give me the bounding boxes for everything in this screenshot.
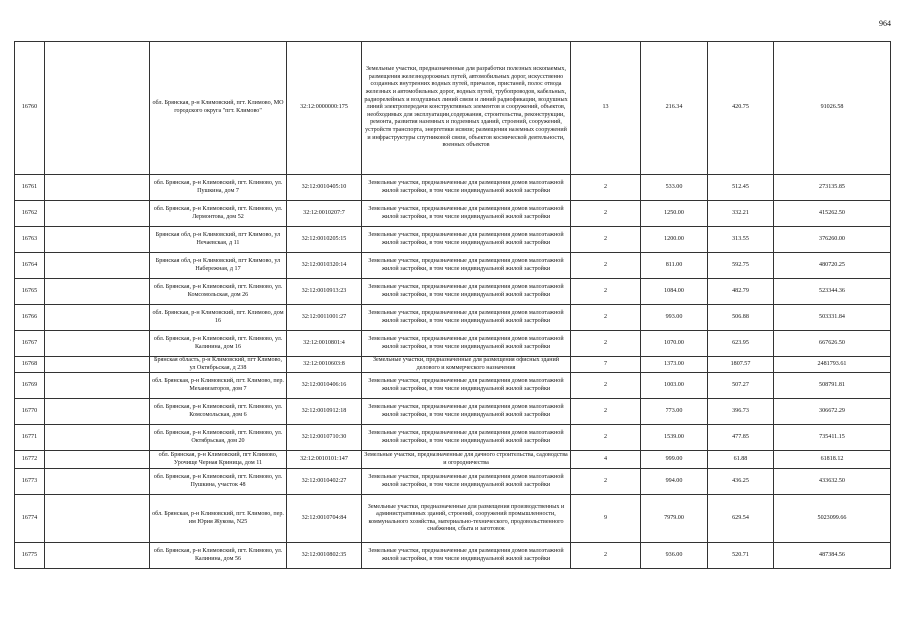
specific-value-cell: 477.85 <box>708 425 774 451</box>
group-cell: 2 <box>571 175 641 201</box>
group-cell: 2 <box>571 425 641 451</box>
cadastral-number-cell: 32:12:0010802:35 <box>287 543 362 569</box>
empty-cell <box>45 543 150 569</box>
table-row <box>15 201 891 227</box>
cadastral-value-cell: 433632.50 <box>774 469 891 495</box>
table-row <box>15 399 891 425</box>
land-use-cell: Земельные участки, предназначенные для размещения домов малоэтажной жилой застройки, в том числе индивидуальной жилой застройки <box>362 425 571 451</box>
address-cell: обл. Брянская, р-н Климовский, пгт. Климово, ул. Пушкина, участок 48 <box>150 469 287 495</box>
empty-cell <box>45 227 150 253</box>
specific-value-cell: 482.79 <box>708 279 774 305</box>
land-use-cell: Земельные участки, предназначенные для размещения домов малоэтажной жилой застройки, в том числе индивидуальной жилой застройки <box>362 469 571 495</box>
row-number-cell: 16768 <box>15 357 45 373</box>
group-cell: 2 <box>571 201 641 227</box>
address-cell: Брянская обл, р-н Климовский, пгт Климово, ул Набережная, д 17 <box>150 253 287 279</box>
specific-value-cell: 436.25 <box>708 469 774 495</box>
land-use-cell: Земельные участки, предназначенные для размещения домов малоэтажной жилой застройки, в том числе индивидуальной жилой застройки <box>362 227 571 253</box>
table-row <box>15 469 891 495</box>
empty-cell <box>45 42 150 175</box>
specific-value-cell: 592.75 <box>708 253 774 279</box>
row-number-cell: 16772 <box>15 451 45 469</box>
empty-cell <box>45 495 150 543</box>
area-cell: 993.00 <box>641 305 708 331</box>
table-body <box>15 42 891 569</box>
cadastral-value-cell: 503331.84 <box>774 305 891 331</box>
address-cell: обл. Брянская, р-н Климовский, пгт. Климово, пер. им Юрия Жукова, N25 <box>150 495 287 543</box>
row-number-cell: 16760 <box>15 42 45 175</box>
cadastral-number-cell: 32:12:0010101:147 <box>287 451 362 469</box>
cadastral-value-cell: 5023099.66 <box>774 495 891 543</box>
specific-value-cell: 396.73 <box>708 399 774 425</box>
area-cell: 936.00 <box>641 543 708 569</box>
area-cell: 1200.00 <box>641 227 708 253</box>
cadastral-value-cell: 306672.29 <box>774 399 891 425</box>
table-row <box>15 373 891 399</box>
address-cell: обл. Брянская, р-н Климовский, пгт. Климово, ул. Комсомольская, дом 6 <box>150 399 287 425</box>
cadastral-number-cell: 32:12:0010402:27 <box>287 469 362 495</box>
table-row <box>15 279 891 305</box>
empty-cell <box>45 331 150 357</box>
cadastral-value-cell: 487384.56 <box>774 543 891 569</box>
cadastral-value-cell: 91026.58 <box>774 42 891 175</box>
empty-cell <box>45 469 150 495</box>
row-number-cell: 16767 <box>15 331 45 357</box>
land-use-cell: Земельные участки, предназначенные для размещения домов малоэтажной жилой застройки, в том числе индивидуальной жилой застройки <box>362 175 571 201</box>
specific-value-cell: 61.88 <box>708 451 774 469</box>
group-cell: 2 <box>571 331 641 357</box>
table-row <box>15 451 891 469</box>
land-use-cell: Земельные участки, предназначенные для разработки полезных ископаемых, размещения железнодорожных путей, автомобильных дорог, искусственно созданных внутренних водных путей, причалов, пристаней, полос отвода железных и автомобильных дорог, водных путей, трубопроводов, кабельных, радиорелейных и воздушных линий связи и линий радиофикации, воздушных линий электропередачи конструктивных элементов и сооружений, объектов, необходимых для эксплуатации,содержания, строительства, реконструкции, ремонта, развития наземных и подземных зданий, строений, сооружений, устройств транспорта, энергетики исвязи; размещения наземных сооружений и инфраструктуры спутниковой связи, объектов космической деятельности, военных объектов <box>362 42 571 175</box>
specific-value-cell: 507.27 <box>708 373 774 399</box>
cadastral-value-cell: 667626.50 <box>774 331 891 357</box>
table-row <box>15 305 891 331</box>
empty-cell <box>45 399 150 425</box>
area-cell: 1003.00 <box>641 373 708 399</box>
cadastral-value-cell: 523344.36 <box>774 279 891 305</box>
cadastral-value-cell: 508791.81 <box>774 373 891 399</box>
row-number-cell: 16766 <box>15 305 45 331</box>
row-number-cell: 16763 <box>15 227 45 253</box>
land-use-cell: Земельные участки, предназначенные для размещения домов малоэтажной жилой застройки, в том числе индивидуальной жилой застройки <box>362 279 571 305</box>
cadastral-value-cell: 480720.25 <box>774 253 891 279</box>
specific-value-cell: 313.55 <box>708 227 774 253</box>
cadastral-number-cell: 32:12:0010704:84 <box>287 495 362 543</box>
group-cell: 2 <box>571 469 641 495</box>
land-use-cell: Земельные участки, предназначенные для размещения офисных зданий делового и коммерческого назначения <box>362 357 571 373</box>
cadastral-number-cell: 32:12:0010801:4 <box>287 331 362 357</box>
table-row <box>15 42 891 175</box>
row-number-cell: 16775 <box>15 543 45 569</box>
address-cell: обл. Брянская, р-н Климовский, пгт Климово, Урочище Черная Криница, дом 11 <box>150 451 287 469</box>
land-use-cell: Земельные участки, предназначенные для размещения производственных и административных зданий, строений, сооружений промышленности, коммунального хозяйства, материально-технического, продовольственного снабжения, сбыта и заготовок <box>362 495 571 543</box>
cadastral-number-cell: 32:12:0010710:30 <box>287 425 362 451</box>
cadastral-value-cell: 376260.00 <box>774 227 891 253</box>
group-cell: 2 <box>571 279 641 305</box>
area-cell: 7979.00 <box>641 495 708 543</box>
address-cell: обл. Брянская, р-н Климовский, пгт. Климово, ул. Комсомольская, дом 26 <box>150 279 287 305</box>
area-cell: 1539.00 <box>641 425 708 451</box>
row-number-cell: 16773 <box>15 469 45 495</box>
group-cell: 2 <box>571 543 641 569</box>
group-cell: 2 <box>571 253 641 279</box>
specific-value-cell: 629.54 <box>708 495 774 543</box>
cadastral-value-cell: 415262.50 <box>774 201 891 227</box>
empty-cell <box>45 357 150 373</box>
address-cell: Брянская область, р-н Климовский, пгт Климово, ул Октябрьская, д 238 <box>150 357 287 373</box>
empty-cell <box>45 305 150 331</box>
empty-cell <box>45 175 150 201</box>
address-cell: обл. Брянская, р-н Климовский, пгт. Климово, МО городского округа "пгт. Климово" <box>150 42 287 175</box>
empty-cell <box>45 451 150 469</box>
address-cell: обл. Брянская, р-н Климовский, пгт. Климово, ул. Пушкина, дом 7 <box>150 175 287 201</box>
area-cell: 1250.00 <box>641 201 708 227</box>
group-cell: 9 <box>571 495 641 543</box>
area-cell: 811.00 <box>641 253 708 279</box>
cadastral-number-cell: 32:12:0010603:8 <box>287 357 362 373</box>
row-number-cell: 16774 <box>15 495 45 543</box>
address-cell: обл. Брянская, р-н Климовский, пгт. Климово, ул. Калинина, дом 56 <box>150 543 287 569</box>
land-use-cell: Земельные участки, предназначенные для размещения домов малоэтажной жилой застройки, в том числе индивидуальной жилой застройки <box>362 331 571 357</box>
row-number-cell: 16770 <box>15 399 45 425</box>
area-cell: 1373.00 <box>641 357 708 373</box>
table-row <box>15 425 891 451</box>
address-cell: Брянская обл, р-н Климовский, пгт Климово, ул Нечаевская, д 11 <box>150 227 287 253</box>
area-cell: 1070.00 <box>641 331 708 357</box>
group-cell: 13 <box>571 42 641 175</box>
specific-value-cell: 520.71 <box>708 543 774 569</box>
address-cell: обл. Брянская, р-н Климовский, пгт. Климово, пер. Механизаторов, дом 7 <box>150 373 287 399</box>
cadastral-value-cell: 2481793.61 <box>774 357 891 373</box>
cadastral-value-cell: 61818.12 <box>774 451 891 469</box>
cadastral-number-cell: 32:12:0010912:18 <box>287 399 362 425</box>
area-cell: 216.34 <box>641 42 708 175</box>
cadastral-number-cell: 32:12:0010207:7 <box>287 201 362 227</box>
row-number-cell: 16764 <box>15 253 45 279</box>
table-row <box>15 227 891 253</box>
address-cell: обл. Брянская, р-н Климовский, пгт. Климово, ул. Октябрьская, дом 20 <box>150 425 287 451</box>
table-row <box>15 495 891 543</box>
address-cell: обл. Брянская, р-н Климовский, пгт. Климово, дом 16 <box>150 305 287 331</box>
cadastral-value-cell: 273135.85 <box>774 175 891 201</box>
cadastral-number-cell: 32:12:0010913:23 <box>287 279 362 305</box>
land-use-cell: Земельные участки, предназначенные для размещения домов малоэтажной жилой застройки, в том числе индивидуальной жилой застройки <box>362 543 571 569</box>
specific-value-cell: 1807.57 <box>708 357 774 373</box>
group-cell: 7 <box>571 357 641 373</box>
empty-cell <box>45 425 150 451</box>
land-use-cell: Земельные участки, предназначенные для дачного строительства, садоводства и огородничества <box>362 451 571 469</box>
area-cell: 1084.00 <box>641 279 708 305</box>
cadastral-number-cell: 32:12:0010405:10 <box>287 175 362 201</box>
group-cell: 2 <box>571 227 641 253</box>
area-cell: 773.00 <box>641 399 708 425</box>
empty-cell <box>45 373 150 399</box>
land-use-cell: Земельные участки, предназначенные для размещения домов малоэтажной жилой застройки, в том числе индивидуальной жилой застройки <box>362 399 571 425</box>
group-cell: 4 <box>571 451 641 469</box>
area-cell: 533.00 <box>641 175 708 201</box>
empty-cell <box>45 201 150 227</box>
group-cell: 2 <box>571 373 641 399</box>
cadastral-number-cell: 32:12:0010320:14 <box>287 253 362 279</box>
cadastral-value-table <box>14 41 891 569</box>
land-use-cell: Земельные участки, предназначенные для размещения домов малоэтажной жилой застройки, в том числе индивидуальной жилой застройки <box>362 373 571 399</box>
land-use-cell: Земельные участки, предназначенные для размещения домов малоэтажной жилой застройки, в том числе индивидуальной жилой застройки <box>362 201 571 227</box>
row-number-cell: 16761 <box>15 175 45 201</box>
area-cell: 999.00 <box>641 451 708 469</box>
specific-value-cell: 623.95 <box>708 331 774 357</box>
land-use-cell: Земельные участки, предназначенные для размещения домов малоэтажной жилой застройки, в том числе индивидуальной жилой застройки <box>362 253 571 279</box>
row-number-cell: 16765 <box>15 279 45 305</box>
cadastral-number-cell: 32:12:0000000:175 <box>287 42 362 175</box>
land-use-cell: Земельные участки, предназначенные для размещения домов малоэтажной жилой застройки, в том числе индивидуальной жилой застройки <box>362 305 571 331</box>
table-row <box>15 175 891 201</box>
specific-value-cell: 512.45 <box>708 175 774 201</box>
row-number-cell: 16762 <box>15 201 45 227</box>
address-cell: обл. Брянская, р-н Климовский, пгт. Климово, ул. Калинина, дом 16 <box>150 331 287 357</box>
cadastral-number-cell: 32:12:0011001:27 <box>287 305 362 331</box>
specific-value-cell: 332.21 <box>708 201 774 227</box>
group-cell: 2 <box>571 305 641 331</box>
empty-cell <box>45 279 150 305</box>
cadastral-number-cell: 32:12:0010205:15 <box>287 227 362 253</box>
row-number-cell: 16771 <box>15 425 45 451</box>
area-cell: 994.00 <box>641 469 708 495</box>
address-cell: обл. Брянская, р-н Климовский, пгт. Климово, ул. Лермонтова, дом 52 <box>150 201 287 227</box>
table-row <box>15 357 891 373</box>
specific-value-cell: 506.88 <box>708 305 774 331</box>
specific-value-cell: 420.75 <box>708 42 774 175</box>
empty-cell <box>45 253 150 279</box>
group-cell: 2 <box>571 399 641 425</box>
cadastral-number-cell: 32:12:0010406:16 <box>287 373 362 399</box>
table-row <box>15 331 891 357</box>
table-row <box>15 543 891 569</box>
cadastral-value-cell: 735411.15 <box>774 425 891 451</box>
table-row <box>15 253 891 279</box>
page-number: 964 <box>879 19 891 28</box>
row-number-cell: 16769 <box>15 373 45 399</box>
